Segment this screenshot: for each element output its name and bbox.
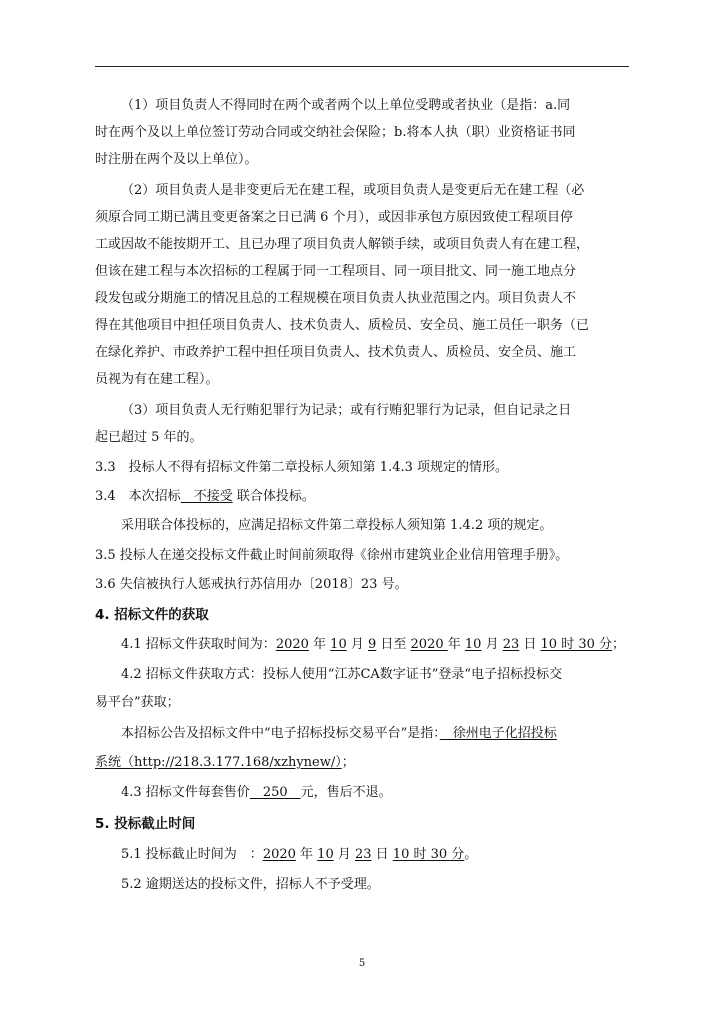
deadline-month: 10 xyxy=(317,847,334,862)
section-3-6: 3.6 失信被执行人惩戒执行苏信用办〔2018〕23 号。 xyxy=(95,577,408,592)
clause-3-line-2: 起已超过 5 年的。 xyxy=(95,430,203,445)
section-4-3 xyxy=(95,784,629,802)
platform-suffix: ； xyxy=(341,755,355,770)
platform-line-1 xyxy=(95,725,629,743)
start-year: 2020 xyxy=(275,637,309,652)
clause-2-line-5: 段发包或分期施工的情况且总的工程规模在项目负责人执业范围之内。项目负责人不 xyxy=(95,291,577,306)
s41-text-year-2: 年 xyxy=(447,637,465,652)
clause-2-line-8: 员视为有在建工程）。 xyxy=(95,372,219,387)
start-day: 9 xyxy=(367,637,377,652)
platform-line-2 xyxy=(95,754,629,772)
platform-prefix: 本招标公告及招标文件中“电子招标投标交易平台”是指： xyxy=(121,726,440,741)
s34-prefix: 3.4 本次招标 xyxy=(95,489,181,504)
deadline-day: 23 xyxy=(354,847,372,862)
clause-1-line-2: 时在两个及以上单位签订劳动合同或交纳社会保险；b.将本人执（职）业资格证书同 xyxy=(95,125,576,140)
clause-1-line-3: 时注册在两个及以上单位）。 xyxy=(95,152,258,167)
section-4-1 xyxy=(95,636,629,654)
price-value: 250 xyxy=(249,785,301,800)
section-3-5: 3.5 投标人在递交投标文件截止时间前须取得《徐州市建筑业企业信用管理手册》。 xyxy=(95,548,569,563)
clause-1-line-1: （1）项目负责人不得同时在两个或者两个以上单位受聘或者执业（是指：a.同 xyxy=(121,98,571,113)
deadline-year: 2020 xyxy=(262,847,296,862)
section-3-4 xyxy=(95,488,629,506)
s51-prefix: 5.1 投标截止时间为 ： xyxy=(121,847,263,862)
s51-text-month: 月 xyxy=(333,847,355,862)
platform-name: 徐州电子化招投标 xyxy=(439,726,557,741)
deadline-time: 10 时 30 分 xyxy=(392,847,465,862)
s51-text-year: 年 xyxy=(295,847,318,862)
clause-2-line-6: 得在其他项目中担任项目负责人、技术负责人、质检员、安全员、施工员任一职务（已 xyxy=(95,318,590,333)
heading-section-4: 4. 招标文件的获取 xyxy=(95,607,209,623)
clause-2-line-4: 但该在建工程与本次招标的工程属于同一工程项目、同一项目批文、同一施工地点分 xyxy=(95,264,577,279)
clause-2-line-2: 须原合同工期已满且变更备案之日已满 6 个月），或因非承包方原因致使工程项目停 xyxy=(95,210,574,225)
section-3-3: 3.3 投标人不得有招标文件第二章投标人须知第 1.4.3 项规定的情形。 xyxy=(95,460,509,475)
clause-2-line-1: （2）项目负责人是非变更后无在建工程，或项目负责人是变更后无在建工程（必 xyxy=(121,183,585,198)
s41-text-month: 月 xyxy=(346,637,368,652)
s34-suffix: 联合体投标。 xyxy=(232,489,315,504)
heading-section-5: 5. 投标截止时间 xyxy=(95,816,196,832)
clause-3-line-1: （3）项目负责人无行贿犯罪行为记录；或有行贿犯罪行为记录，但自记录之日 xyxy=(121,403,572,418)
header-rule xyxy=(95,66,629,67)
s51-text-day: 日 xyxy=(371,847,393,862)
start-month: 10 xyxy=(330,637,347,652)
end-month: 10 xyxy=(464,637,482,652)
end-year: 2020 xyxy=(410,637,448,652)
s43-suffix: 元，售后不退。 xyxy=(300,785,392,800)
clause-2-line-3: 工或因故不能按期开工、且已办理了项目负责人解锁手续，或项目负责人有在建工程， xyxy=(95,237,590,252)
s41-text-to: 日至 xyxy=(376,637,411,652)
s41-text-year: 年 xyxy=(308,637,331,652)
end-time: 10 时 30 分 xyxy=(540,637,612,652)
section-5-2: 5.2 逾期送达的投标文件，招标人不予受理。 xyxy=(121,877,380,892)
s41-text-month-2: 月 xyxy=(481,637,503,652)
s51-suffix: 。 xyxy=(464,847,478,862)
s43-prefix: 4.3 招标文件每套售价 xyxy=(121,785,250,800)
section-4-2-line-1: 4.2 招标文件获取方式：投标人使用“江苏CA数字证书”登录“电子招标投标交 xyxy=(121,667,563,682)
consortium-value: 不接受 xyxy=(180,489,233,504)
consortium-note: 采用联合体投标的，应满足招标文件第二章投标人须知第 1.4.2 项的规定。 xyxy=(121,518,553,533)
platform-url: 系统（http://218.3.177.168/xzhynew/） xyxy=(95,755,342,770)
page-number: 5 xyxy=(358,958,366,969)
s41-suffix: ； xyxy=(612,637,626,652)
s41-text-day-2: 日 xyxy=(519,637,541,652)
end-day: 23 xyxy=(502,637,520,652)
clause-2-line-7: 在绿化养护、市政养护工程中担任项目负责人、技术负责人、质检员、安全员、施工 xyxy=(95,345,577,360)
section-4-2-line-2: 易平台”获取； xyxy=(95,695,180,710)
s41-prefix: 4.1 招标文件获取时间为： xyxy=(121,637,276,652)
section-5-1 xyxy=(95,846,629,864)
